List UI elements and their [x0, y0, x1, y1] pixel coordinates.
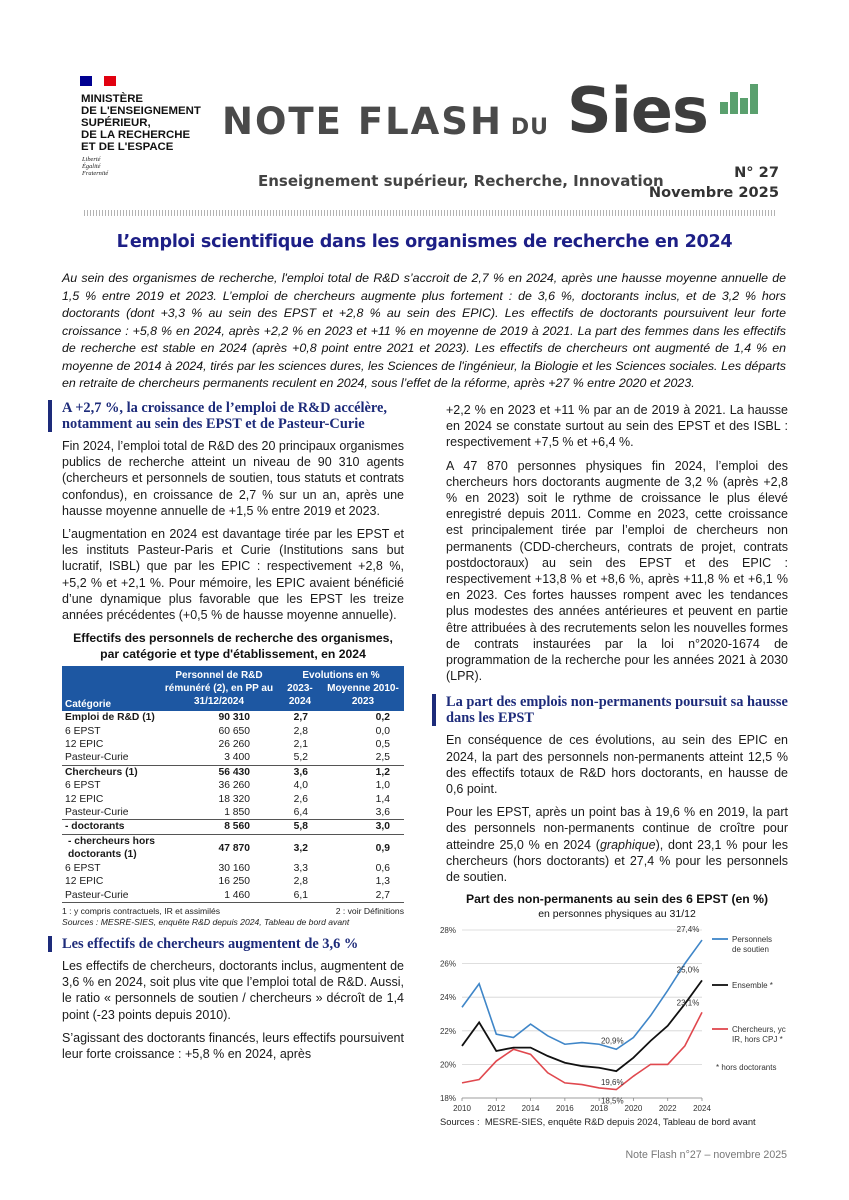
x-tick-label: 2012: [487, 1104, 506, 1113]
chart-title: Part des non-permanents au sein des 6 EPST (en %): [465, 892, 769, 907]
table-cell-value: 30 160: [218, 862, 250, 874]
sies-logo: Sies: [567, 74, 708, 147]
header-divider: [84, 210, 776, 216]
issue-date: Novembre 2025: [648, 184, 779, 201]
paragraph: A 47 870 personnes physiques fin 2024, l’emploi des chercheurs hors doctorants augmente de 3,2 % (après +2,8 % en 2023) soit le rythme de croissance le plus élevé enregistré depuis 2011. Comme en 2023, cette croissance est principalement tirée par l’emploi de chercheurs non permanents (CDD-chercheurs, contrats de projet, contrats postdoctoraux) au sein des EPST et des EPIC : respectivement +13,8 % et +8,6 %, après +11,8 % et +6,1 % en 2023. Ces fortes hausses rompent avec les tendances plus modestes des années antérieures et peuvent en partie être attribuées à des recrutements selon les nouvelles formes de contrats instaurées par la loi n°2020-1674 de programmation de la recherche pour les années 2021 à 2030 (LPR).: [446, 458, 788, 684]
motto-line: Égalité: [82, 163, 101, 171]
table-row: [62, 711, 404, 724]
legend-label: Personnels de soutien: [732, 935, 773, 954]
page-title: L’emploi scientifique dans les organismes de recherche en 2024: [116, 232, 733, 252]
section-heading: Les effectifs de chercheurs augmentent de 3,6 %: [62, 936, 404, 952]
table-cell-evol-moyenne: 2,7: [322, 889, 404, 903]
table-cell-evol-2023-2024: 3,6: [278, 765, 322, 779]
data-label: 19,6%: [600, 1078, 624, 1088]
chart-source: [440, 1116, 756, 1127]
data-label: 20,9%: [600, 1036, 624, 1046]
table-cell-category: 12 EPIC: [65, 876, 104, 888]
sies-bars-icon: [720, 74, 768, 114]
table-cell-value: 18 320: [218, 793, 250, 805]
table-row: [62, 834, 404, 861]
table-cell-evol-2023-2024: 4,0: [293, 780, 308, 792]
table-cell-value: 90 310: [218, 712, 250, 724]
du-label: DU: [510, 115, 550, 140]
table-cell-value: 3 400: [224, 752, 250, 764]
table-row: [62, 751, 404, 765]
table-cell-evol-moyenne: 2,5: [375, 752, 390, 764]
x-tick-label: 2018: [590, 1104, 609, 1113]
x-tick-label: 2024: [693, 1104, 711, 1113]
table-cell-category: Emploi de R&D (1): [65, 712, 155, 724]
table-cell-evol-moyenne: 0,2: [375, 712, 390, 724]
table-row: [62, 889, 404, 903]
table-cell-evol-2023-2024: 3,2: [278, 834, 322, 861]
table-cell-evol-2023-2024: 6,1: [278, 889, 322, 903]
table-cell-evol-2023-2024: 2,8: [293, 876, 308, 888]
paragraph-part: Pour les EPST, après un point bas à 19,6 % en 2019, la part des personnels non-permanents continue de croître pour atteindre 25,0 % en 2024 (: [446, 805, 788, 852]
table-cell-value: 60 650: [218, 725, 250, 737]
x-tick-label: 2022: [658, 1104, 677, 1113]
table-row: [62, 806, 404, 820]
table-cell-value: 26 260: [218, 739, 250, 751]
table-note: 1 : y compris contractuels, IR et assimilés: [62, 905, 221, 916]
table-cell-evol-2023-2024: 6,4: [293, 807, 308, 819]
col-header-category: Catégorie: [62, 666, 160, 711]
line-chart: [426, 920, 796, 1116]
table-cell-evol-moyenne: 3,0: [322, 820, 404, 834]
table-cell-evol-moyenne: 0,0: [375, 725, 390, 737]
table-row: [62, 779, 404, 792]
table-notes: [62, 906, 404, 917]
x-tick-label: 2014: [521, 1104, 540, 1113]
col-header-personnel: Personnel de R&D rémunéré (2), en PP au 31/12/2024: [160, 666, 278, 711]
note-flash-title: [222, 100, 549, 143]
note-flash-label: NOTE FLASH: [222, 100, 503, 143]
col-header-moyenne: Moyenne 2010-2023: [322, 682, 404, 711]
chart-subtitle: en personnes physiques au 31/12: [538, 908, 696, 921]
section-heading: A +2,7 %, la croissance de l’emploi de R&D accélère, notamment au sein des EPST et de Pasteur-Curie: [62, 400, 404, 432]
intro-abstract: Au sein des organismes de recherche, l'emploi total de R&D s’accroit de 2,7 % en 2024, après une hausse moyenne annuelle de 1,5 % entre 2019 et 2023. L’emploi de chercheurs augmente plus fortement : de 3,6 %, doctorants inclus, et de 3,2 % hors doctorants (dont +3,3 % au sein des EPST et +2,8 % au sein des EPIC). Les effectifs de doctorants poursuivent leur forte croissance : +5,8 % en 2024, après +2,2 % en 2023 et +11 % en moyenne de 2019 à 2021. La part des femmes dans les effectifs de recherche est stable en 2024 (après +0,8 point entre 2021 et 2023). Les effectifs de chercheurs ont augmenté de 1,4 % en moyenne de 2014 à 2024, tirés par les sciences dures, les Sciences de l'ingénieur, la Biologie et les Sciences sociales. Les départs en retraite de chercheurs permanents reculent en 2024, sous l’effet de la réforme, après +27 % entre 2020 et 2023.: [62, 271, 786, 390]
table-cell-evol-moyenne: 1,3: [375, 876, 390, 888]
table-cell-evol-moyenne: 0,9: [322, 834, 404, 861]
table-cell-evol-2023-2024: 5,8: [278, 820, 322, 834]
paragraph: En conséquence de ces évolutions, au sein des EPIC en 2024, la part des personnels non-permanents atteint 12,5 % des effectifs totaux de R&D hors doctorants, en hausse de 0,6 point.: [446, 733, 788, 797]
table-cell-evol-moyenne: 1,0: [375, 780, 390, 792]
ministry-line: ET DE L'ESPACE: [81, 141, 174, 153]
table-cell-evol-moyenne: 0,6: [375, 862, 390, 874]
table-cell-category: Chercheurs (1): [62, 765, 160, 779]
y-tick-label: 22%: [439, 1026, 456, 1036]
header-subtitle: Enseignement supérieur, Recherche, Innovation: [258, 172, 664, 190]
right-column: [446, 402, 788, 921]
table-cell-value: 47 870: [160, 834, 278, 861]
table-cell-value: 16 250: [218, 876, 250, 888]
table-cell-value: 1 460: [160, 889, 278, 903]
table-cell-category: 12 EPIC: [65, 793, 104, 805]
ministry-name: [81, 93, 201, 153]
left-column: [62, 400, 404, 1069]
paragraph: +2,2 % en 2023 et +11 % par an de 2019 à 2021. La hausse en 2024 se constate surtout au sein des EPST et des ISBL : respectivement +7,5 % et +6,4 %.: [446, 403, 788, 450]
issue-number: N° 27: [734, 164, 779, 181]
y-tick-label: 28%: [439, 926, 456, 935]
legend-note: * hors doctorants: [716, 1063, 777, 1072]
table-cell-category: - doctorants: [62, 820, 160, 834]
paragraph: Les effectifs de chercheurs, doctorants inclus, augmentent de 3,6 % en 2024, soit plus vite que l’emploi total de R&D. Aussi, le ratio « personnels de soutien / chercheurs » décroît de 1,4 point (-23 points depuis 2010).: [62, 958, 404, 1022]
table-cell-evol-2023-2024: 5,2: [293, 752, 308, 764]
data-label: 18,5%: [600, 1096, 624, 1106]
table-cell-category: - chercheurs hors doctorants (1): [62, 834, 160, 861]
x-tick-label: 2010: [453, 1104, 471, 1113]
legend-label: Chercheurs, yc IR, hors CPJ *: [732, 1025, 786, 1044]
marianne-flag-logo: [80, 76, 116, 86]
republic-motto: [82, 156, 108, 178]
legend-label: Ensemble *: [732, 981, 773, 990]
data-label: 23,1%: [676, 998, 700, 1008]
table-cell-evol-moyenne: 1,2: [322, 765, 404, 779]
data-label: 27,4%: [676, 925, 700, 935]
table-cell-category: Pasteur-Curie: [65, 807, 129, 819]
table-cell-evol-2023-2024: 2,7: [293, 712, 308, 724]
table-row: [62, 820, 404, 834]
table-cell-evol-moyenne: 3,6: [375, 807, 390, 819]
table-cell-value: 56 430: [160, 765, 278, 779]
table-row: [62, 725, 404, 738]
table-row: [62, 862, 404, 875]
ministry-line: SUPÉRIEUR,: [81, 117, 151, 129]
chart-source-text: MESRE-SIES, enquête R&D depuis 2024, Tableau de bord avant: [484, 1116, 756, 1127]
table-row: [62, 738, 404, 751]
chart-source-label: Sources :: [440, 1116, 480, 1127]
y-tick-label: 20%: [439, 1060, 456, 1070]
paragraph: L’augmentation en 2024 est davantage tirée par les EPST et les instituts Pasteur-Paris et Curie (Institutions sans but lucratif, ISBL) que par les EPIC : respectivement +2,8 %, +5,2 % et +2,1 %. Pour mémoire, les EPIC avaient bénéficié d’une dynamique plus favorable que les EPST les treize années précédentes (+0,5 % de hausse moyenne annuelle).: [62, 527, 404, 623]
series-line-soutien: [462, 940, 702, 1049]
paragraph-emphasis: graphique: [599, 837, 656, 852]
x-tick-label: 2016: [555, 1104, 574, 1113]
table-row: [62, 793, 404, 806]
x-tick-label: 2020: [624, 1104, 643, 1113]
table-cell-evol-2023-2024: 2,1: [293, 739, 308, 751]
table-row: [62, 875, 404, 888]
paragraph-part: ), dont 23,1 % pour les chercheurs (hors doctorants) et 27,4 % pour les personnels de soutien.: [446, 837, 788, 885]
staff-table: [62, 666, 404, 903]
y-tick-label: 24%: [439, 993, 456, 1003]
motto-line: Liberté: [82, 156, 101, 163]
table-source: Sources : MESRE-SIES, enquête R&D depuis 2024, Tableau de bord avant: [62, 916, 350, 927]
table-row: [62, 765, 404, 779]
table-title: Effectifs des personnels de recherche des organismes, par catégorie et type d'établissement, en 2024: [73, 631, 393, 662]
paragraph: S’agissant des doctorants financés, leurs effectifs poursuivent leur forte croissance : +5,8 % en 2024, après: [62, 1030, 404, 1061]
issue-info: [649, 163, 779, 203]
table-note: 2 : voir Définitions: [335, 905, 404, 916]
section-heading: La part des emplois non-permanents poursuit sa hausse dans les EPST: [446, 694, 788, 727]
y-tick-label: 18%: [439, 1094, 456, 1103]
table-cell-category: 6 EPST: [65, 780, 101, 792]
table-cell-evol-2023-2024: 3,3: [293, 862, 308, 874]
data-label: 25,0%: [676, 965, 700, 975]
table-cell-category: Pasteur-Curie: [65, 752, 129, 764]
table-cell-category: 6 EPST: [65, 725, 101, 737]
table-cell-category: Pasteur-Curie: [62, 889, 160, 903]
col-header-evolutions: Evolutions en %: [278, 666, 404, 682]
table-cell-evol-2023-2024: 2,8: [293, 725, 308, 737]
y-tick-label: 26%: [439, 959, 456, 969]
table-cell-category: 6 EPST: [65, 862, 101, 874]
table-cell-value: 36 260: [218, 780, 250, 792]
table-cell-evol-moyenne: 0,5: [375, 739, 390, 751]
paragraph: Fin 2024, l’emploi total de R&D des 20 principaux organismes publics de recherche atteint un niveau de 90 310 agents (chercheurs et personnels de soutien, tous statuts et contrats confondus), en croissance de 2,7 % sur un an, après une hausse moyenne annuelle de +1,5 % entre 2019 et 2023.: [62, 439, 404, 518]
ministry-line: MINISTÈRE: [81, 93, 144, 105]
motto-line: Fraternité: [82, 170, 109, 178]
table-cell-category: 12 EPIC: [65, 739, 104, 751]
ministry-line: DE LA RECHERCHE: [81, 129, 191, 141]
table-cell-evol-moyenne: 1,4: [375, 793, 390, 805]
table-cell-value: 8 560: [160, 820, 278, 834]
page-footer: Note Flash n°27 – novembre 2025: [625, 1149, 787, 1161]
table-cell-evol-2023-2024: 2,6: [293, 793, 308, 805]
table-cell-value: 1 850: [224, 807, 250, 819]
paragraph: [446, 804, 788, 885]
ministry-line: DE L'ENSEIGNEMENT: [81, 105, 201, 117]
col-header-2023-2024: 2023-2024: [278, 682, 322, 711]
